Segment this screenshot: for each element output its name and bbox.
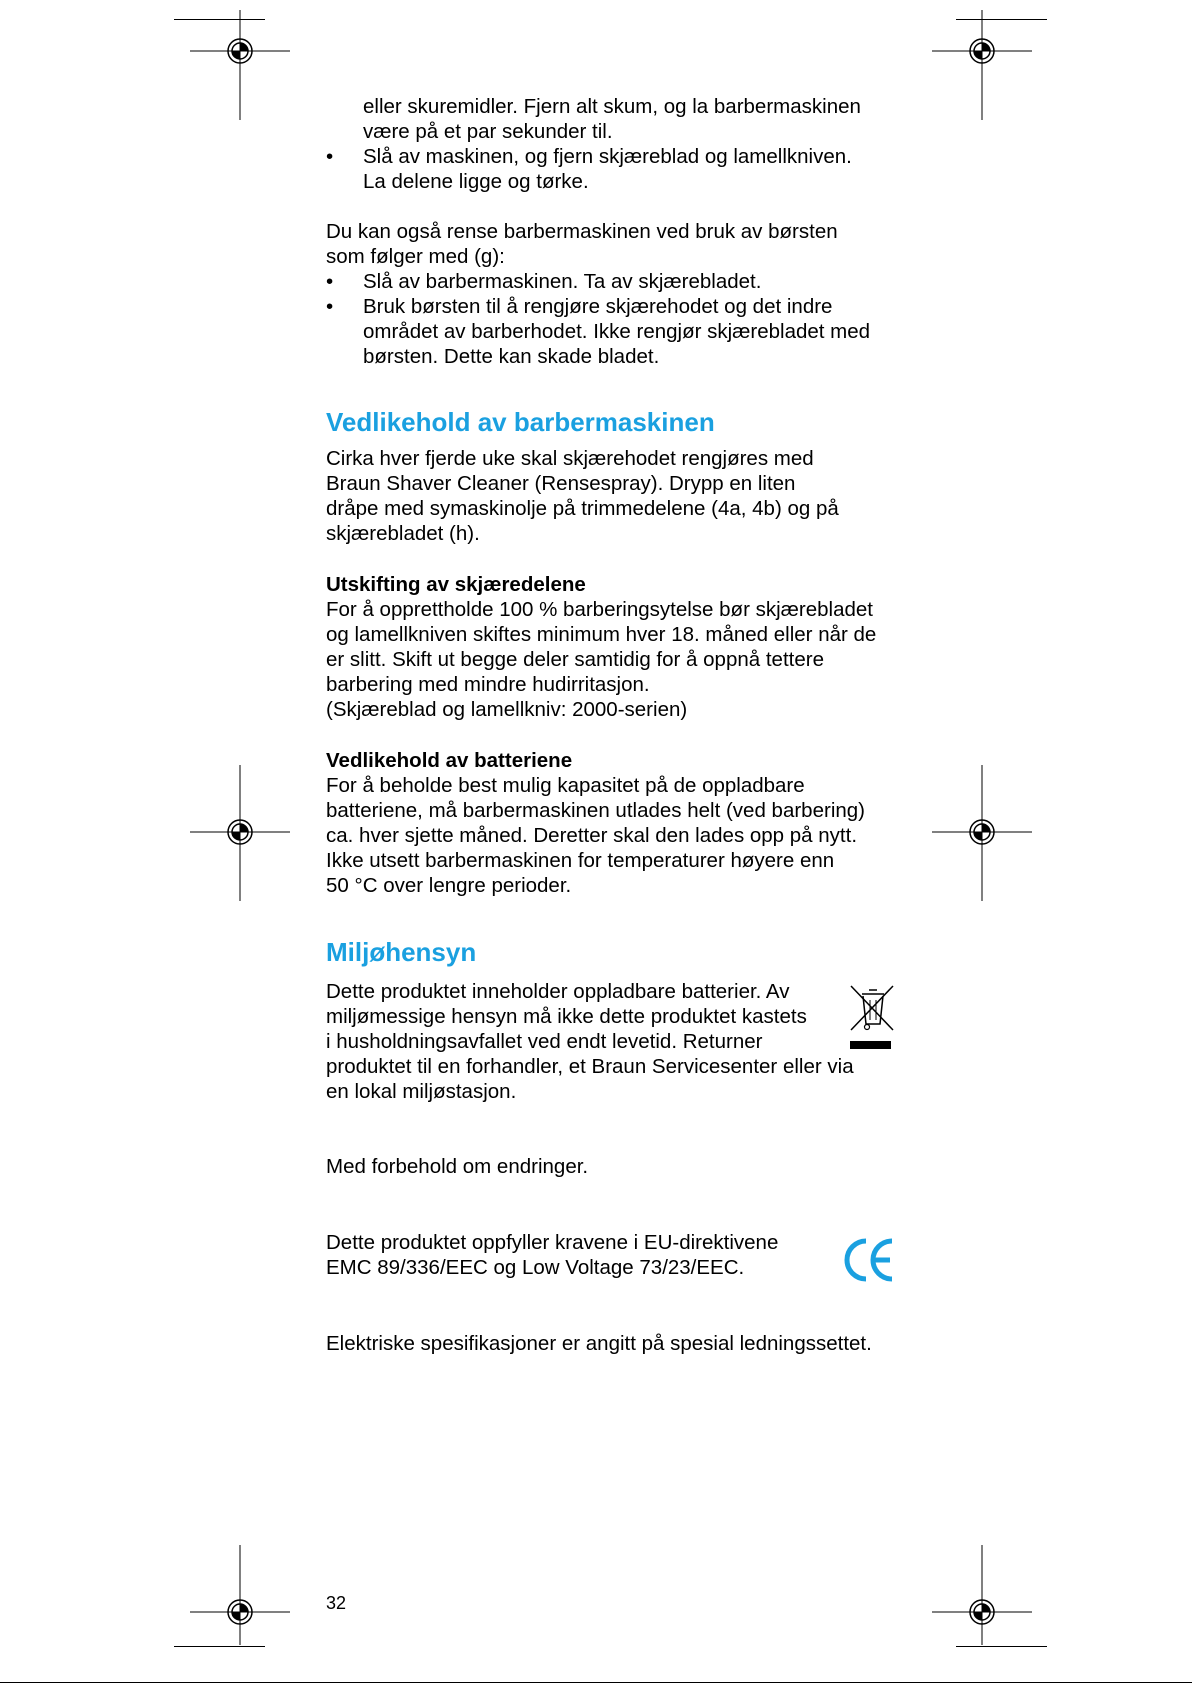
body-line: 50 °C over lengre perioder. [326,874,572,897]
body-line: være på et par sekunder til. [363,120,613,143]
body-line: (Skjæreblad og lamellkniv: 2000-serien) [326,698,688,721]
notice-text: Med forbehold om endringer. [326,1155,589,1178]
body-line: Ikke utsett barbermaskinen for temperaturer høyere enn [326,849,835,872]
section-heading-environment: Miljøhensyn [326,937,477,967]
bullet-dot: • [326,145,334,168]
body-line: en lokal miljøstasjon. [326,1080,517,1103]
registration-mark-icon [190,10,290,122]
body-line: barbering med mindre hudirritasjon. [326,673,650,696]
registration-mark-icon [190,765,290,901]
trim-line-footer [0,1682,1192,1683]
ce-section [326,1230,906,1280]
maintenance-body [326,446,906,546]
subheading: Vedlikehold av batteriene [326,749,573,772]
registration-mark-icon [932,10,1032,122]
body-line: og lamellkniven skiftes minimum hver 18. måned eller når de [326,623,877,646]
section-heading-maintenance: Vedlikehold av barbermaskinen [326,407,715,437]
trim-line-bottom-right [956,1646,1047,1647]
body-line: børsten. Dette kan skade bladet. [363,345,660,368]
brush-section [326,219,906,369]
registration-mark-icon [932,765,1032,901]
body-line: Slå av barbermaskinen. Ta av skjærebladet. [363,270,762,293]
body-line: som følger med (g): [326,245,505,268]
page-number: 32 [326,1593,347,1613]
body-line: Du kan også rense barbermaskinen ved bruk av børsten [326,220,838,243]
trim-line-bottom-left [174,1646,265,1647]
intro-continuation [326,94,906,194]
bullet-item [326,269,906,294]
body-line: Dette produktet oppfyller kravene i EU-direktivene [326,1231,779,1254]
body-line: La delene ligge og tørke. [363,170,589,193]
registration-mark-icon [190,1545,290,1645]
body-line: For å beholde best mulig kapasitet på de oppladbare [326,774,805,797]
body-line: produktet til en forhandler, et Braun Servicesenter eller via [326,1055,854,1078]
body-line: dråpe med symaskinolje på trimmedelene (4a, 4b) og på [326,497,839,520]
registration-mark-icon [932,1545,1032,1645]
environment-body [326,979,906,1104]
body-line: skjærebladet (h). [326,522,480,545]
body-line: Bruk børsten til å rengjøre skjærehodet og det indre [363,295,833,318]
crossed-out-wheelie-bin-icon [848,984,896,1052]
body-line: EMC 89/336/EEC og Low Voltage 73/23/EEC. [326,1256,745,1279]
replacement-section [326,572,906,722]
body-line: Braun Shaver Cleaner (Rensespray). Drypp en liten [326,472,796,495]
body-line: batteriene, må barbermaskinen utlades helt (ved barbering) [326,799,865,822]
subheading: Utskifting av skjæredelene [326,573,586,596]
body-line: ca. hver sjette måned. Deretter skal den lades opp på nytt. [326,824,858,847]
ce-mark-icon [844,1236,896,1284]
bullet-item [326,144,906,194]
body-line: Dette produktet inneholder oppladbare batterier. Av [326,980,790,1003]
body-line: området av barberhodet. Ikke rengjør skjærebladet med [363,320,871,343]
bullet-item [326,294,906,369]
bullet-dot: • [326,295,334,318]
body-line: i husholdningsavfallet ved endt levetid. Returner [326,1030,763,1053]
body-line: Slå av maskinen, og fjern skjæreblad og lamellkniven. [363,145,852,168]
body-line: miljømessige hensyn må ikke dette produktet kastets [326,1005,807,1028]
body-line: eller skuremidler. Fjern alt skum, og la barbermaskinen [363,95,861,118]
body-line: er slitt. Skift ut begge deler samtidig for å oppnå tettere [326,648,824,671]
electrical-text: Elektriske spesifikasjoner er angitt på spesial ledningssettet. [326,1332,872,1355]
body-line: For å opprettholde 100 % barberingsytelse bør skjærebladet [326,598,873,621]
battery-section [326,748,906,898]
bullet-dot: • [326,270,334,293]
body-line: Cirka hver fjerde uke skal skjærehodet rengjøres med [326,447,814,470]
